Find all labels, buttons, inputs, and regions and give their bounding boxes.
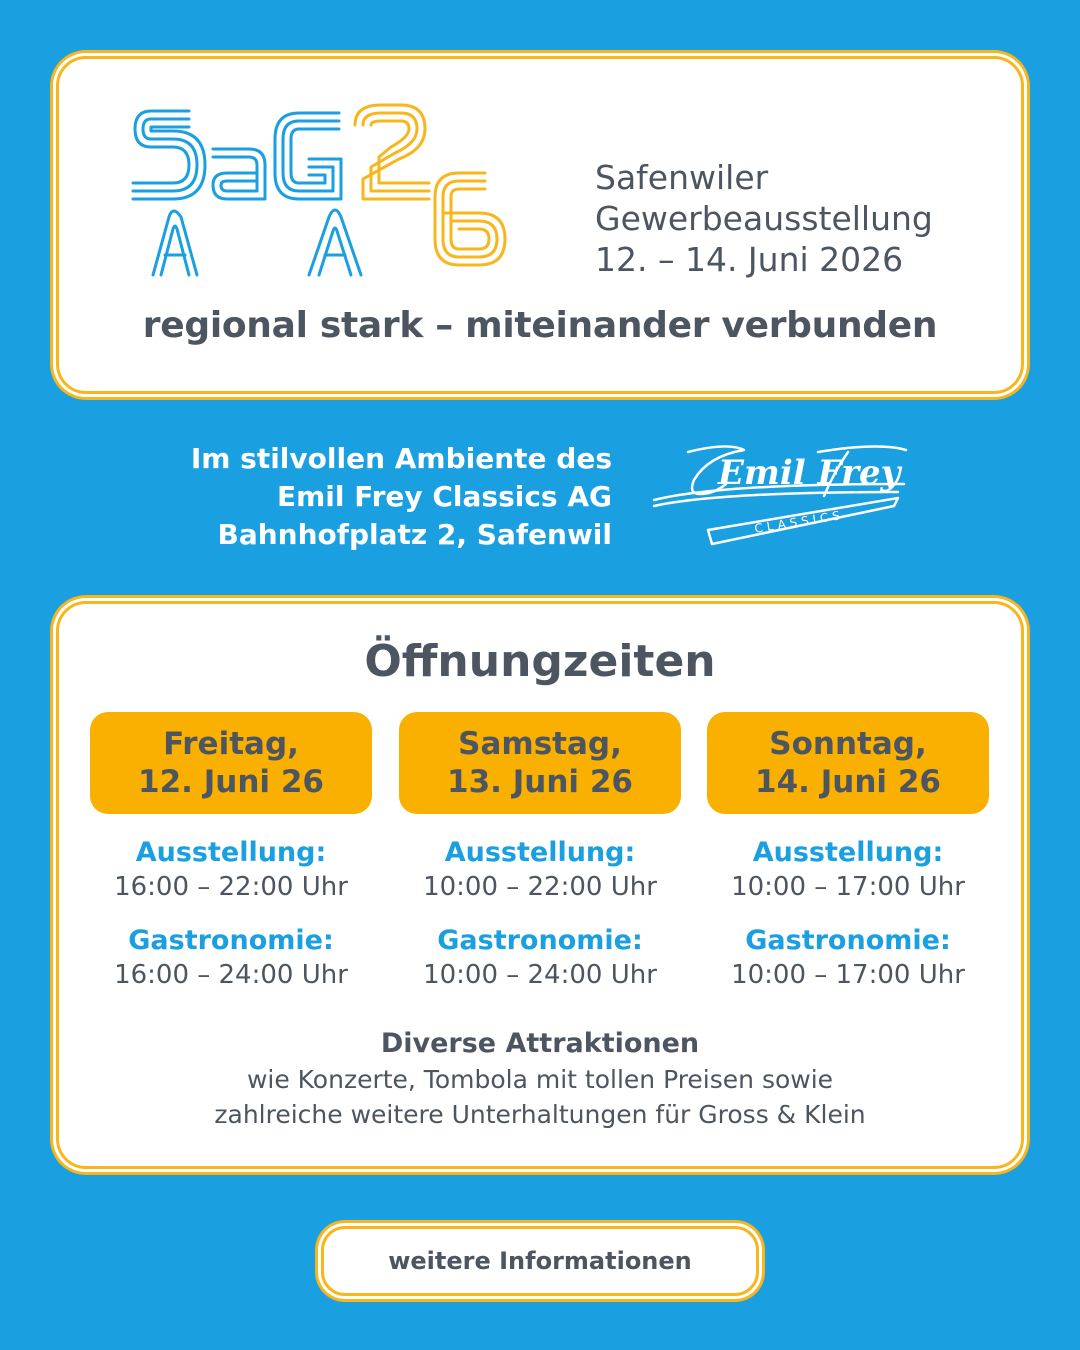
exhibition-label: Ausstellung: bbox=[444, 837, 636, 868]
gastro-label: Gastronomie: bbox=[437, 925, 643, 956]
day-name: Samstag, bbox=[458, 726, 622, 762]
opening-hours-card bbox=[56, 601, 1024, 1169]
opening-hours-title: Öffnungzeiten bbox=[364, 636, 716, 687]
attractions-section bbox=[59, 1026, 1021, 1132]
venue-line3: Bahnhofplatz 2, Safenwil bbox=[217, 518, 612, 551]
exhibition-label: Ausstellung: bbox=[135, 837, 327, 868]
exhibition-time: 16:00 – 22:00 Uhr bbox=[114, 872, 348, 902]
more-info-button[interactable]: weitere Informationen bbox=[321, 1226, 759, 1296]
emil-frey-logo-text: Emil Frey bbox=[718, 453, 901, 493]
day-column-saturday bbox=[399, 712, 681, 992]
day-date: 12. Juni 26 bbox=[138, 764, 324, 800]
day-date: 14. Juni 26 bbox=[755, 764, 941, 800]
venue-line1: Im stilvollen Ambiente des bbox=[190, 442, 612, 475]
event-title-block bbox=[595, 157, 933, 280]
event-date: 12. – 14. Juni 2026 bbox=[595, 240, 904, 279]
event-title-line1: Safenwiler bbox=[595, 158, 769, 197]
day-column-sunday bbox=[707, 712, 989, 992]
event-title-line2: Gewerbeausstellung bbox=[595, 199, 933, 238]
gastro-time: 10:00 – 17:00 Uhr bbox=[731, 960, 965, 990]
day-badge bbox=[399, 712, 681, 814]
day-badge bbox=[90, 712, 372, 814]
venue-line2: Emil Frey Classics AG bbox=[276, 480, 612, 513]
exhibition-time: 10:00 – 17:00 Uhr bbox=[731, 872, 965, 902]
classics-logo-text: CLASSICS bbox=[753, 507, 845, 536]
day-date: 13. Juni 26 bbox=[447, 764, 633, 800]
gastro-label: Gastronomie: bbox=[128, 925, 334, 956]
gastro-time: 10:00 – 24:00 Uhr bbox=[423, 960, 657, 990]
day-name: Freitag, bbox=[163, 726, 299, 762]
day-badge bbox=[707, 712, 989, 814]
gastro-time: 16:00 – 24:00 Uhr bbox=[114, 960, 348, 990]
attractions-title: Diverse Attraktionen bbox=[380, 1028, 700, 1059]
saga26-logo bbox=[129, 99, 559, 289]
day-schedule bbox=[707, 836, 989, 992]
attractions-line1: wie Konzerte, Tombola mit tollen Preisen sowie bbox=[246, 1065, 834, 1094]
gastro-label: Gastronomie: bbox=[745, 925, 951, 956]
day-schedule bbox=[90, 836, 372, 992]
day-name: Sonntag, bbox=[769, 726, 927, 762]
emil-frey-classics-logo bbox=[648, 440, 912, 552]
day-column-friday bbox=[90, 712, 372, 992]
attractions-line2: zahlreiche weitere Unterhaltungen für Gross & Klein bbox=[214, 1100, 866, 1129]
event-header-card bbox=[56, 56, 1024, 394]
exhibition-time: 10:00 – 22:00 Uhr bbox=[423, 872, 657, 902]
day-schedule bbox=[399, 836, 681, 992]
exhibition-label: Ausstellung: bbox=[752, 837, 944, 868]
event-tagline: regional stark – miteinander verbunden bbox=[142, 305, 938, 346]
venue-info bbox=[140, 440, 612, 554]
